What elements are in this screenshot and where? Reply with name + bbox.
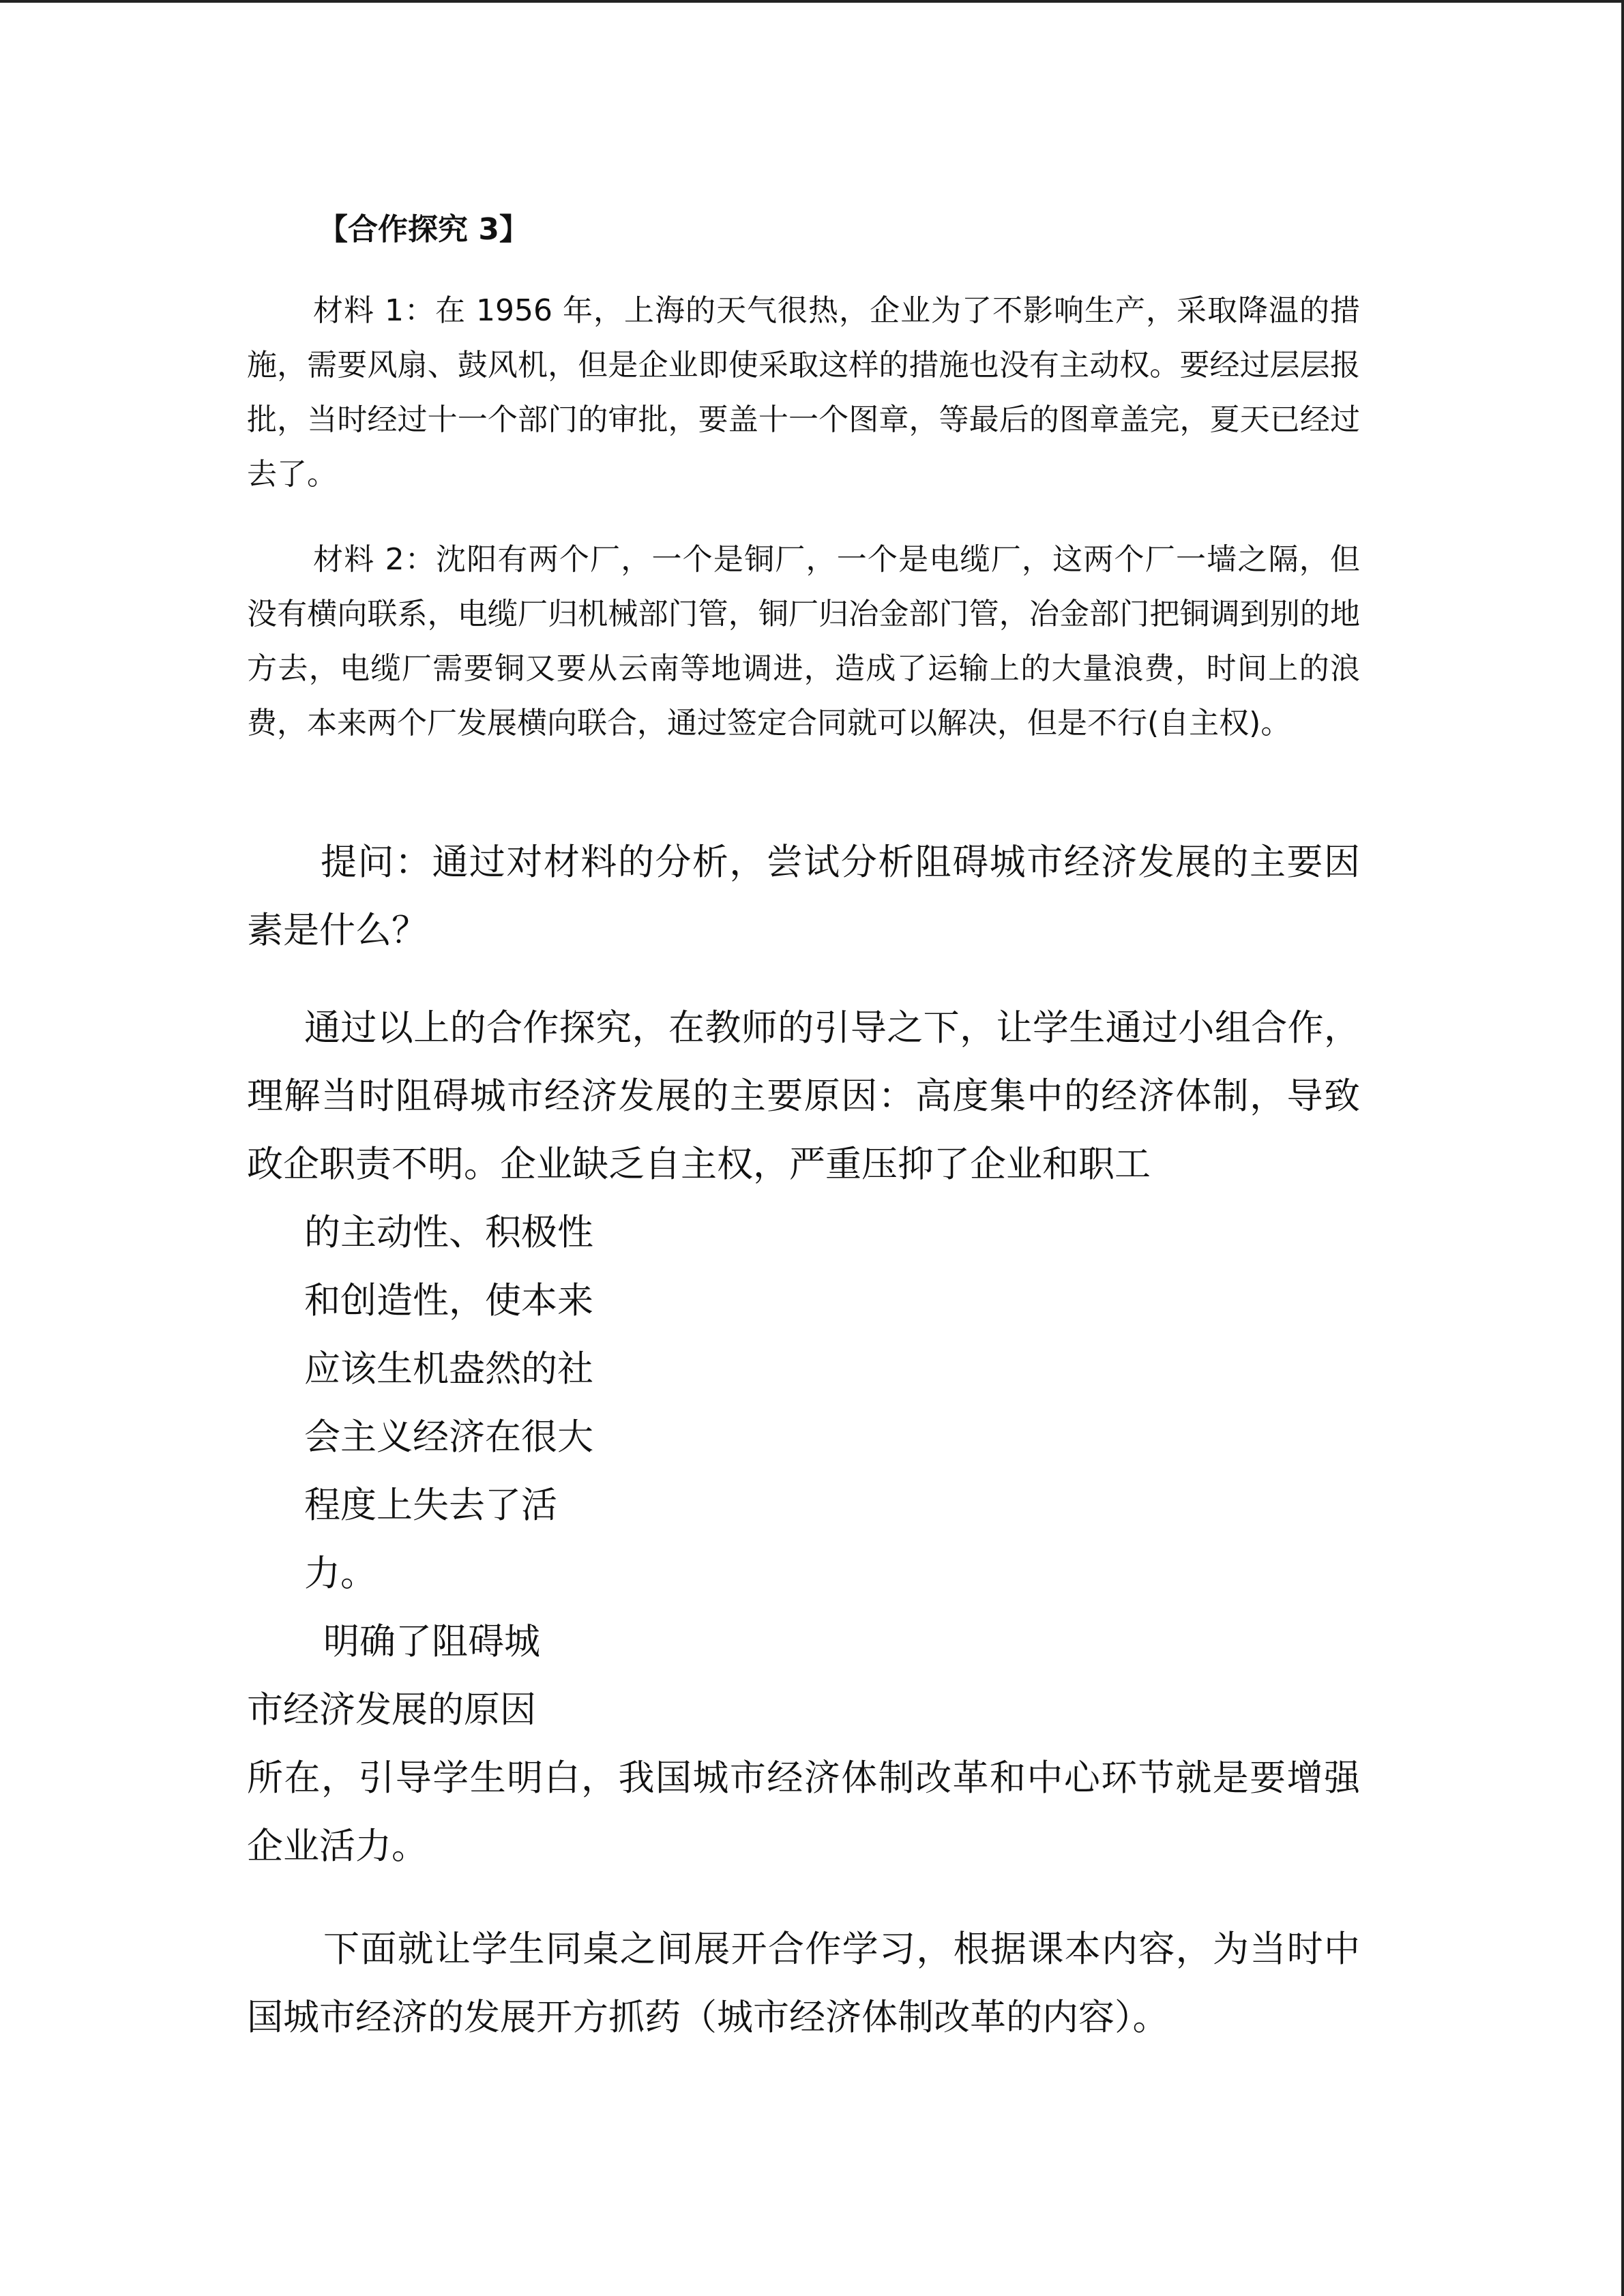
conclusion-line-2: 市经济发展的原因 <box>247 1689 536 1731</box>
question-paragraph: 提问：通过对材料的分析，尝试分析阻碍城市经济发展的主要因素是什么？ <box>247 841 1360 951</box>
conclusion-paragraph-rest: 所在，引导学生明白，我国城市经济体制改革和中心环节就是要增强企业活力。 <box>247 1757 1360 1867</box>
analysis-line-2: 和创造性，使本来 <box>304 1280 593 1322</box>
analysis-line-6: 力。 <box>304 1553 377 1594</box>
analysis-line-3: 应该生机盎然的社 <box>304 1348 593 1390</box>
material-2-paragraph: 材料 2：沈阳有两个厂，一个是铜厂，一个是电缆厂，这两个厂一墙之隔，但没有横向联系，电缆厂归机械部门管，铜厂归冶金部门管，冶金部门把铜调到别的地方去，电缆厂需要铜又要从云南等地调进，造成了运输上的大量浪费，时间上的浪费，本来两个厂发展横向联合，通过签定合同就可以解决，但是不行(自主权)。 <box>247 542 1360 741</box>
material-1-paragraph: 材料 1：在 1956 年，上海的天气很热，企业为了不影响生产，采取降温的措施，需要风扇、鼓风机，但是企业即使采取这样的措施也没有主动权。要经过层层报批，当时经过十一个部门的审批，要盖十一个图章，等最后的图章盖完，夏天已经过去了。 <box>247 293 1360 492</box>
activity-paragraph: 下面就让学生同桌之间展开合作学习，根据课本内容，为当时中国城市经济的发展开方抓药（城市经济体制改革的内容）。 <box>247 1928 1360 2038</box>
analysis-line-1: 的主动性、积极性 <box>304 1212 593 1253</box>
conclusion-paragraph-start <box>247 1608 540 1744</box>
conclusion-line-1: 明确了阻碍城 <box>323 1621 540 1663</box>
analysis-line-5: 程度上失去了活 <box>304 1485 557 1526</box>
section-heading: 【合作探究 3】 <box>318 212 529 247</box>
analysis-paragraph <box>247 994 1360 1608</box>
analysis-paragraph-text: 通过以上的合作探究，在教师的引导之下，让学生通过小组合作，理解当时阻碍城市经济发展的主要原因：高度集中的经济体制，导致政企职责不明。企业缺乏自主权，严重压抑了企业和职工 <box>247 1007 1360 1185</box>
analysis-line-4: 会主义经济在很大 <box>304 1416 593 1458</box>
